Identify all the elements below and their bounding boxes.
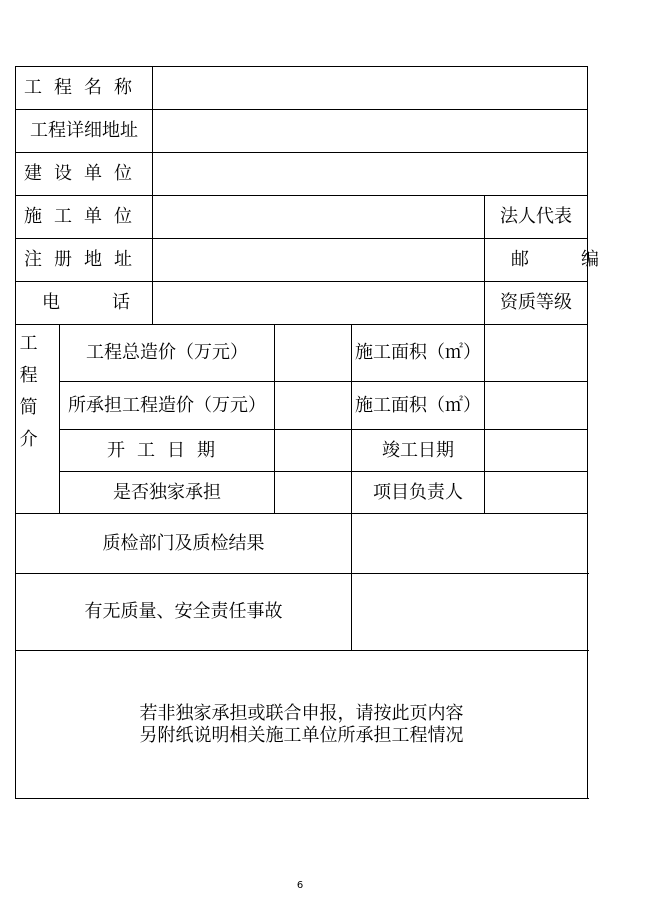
note-cell [16,651,588,799]
note-line-1: 若非独家承担或联合申报，请按此页内容 [139,702,464,724]
label-completion-date: 竣工日期 [352,430,485,472]
label-builder-unit: 建设单位 [16,153,153,196]
value-builder-unit[interactable] [153,153,588,196]
label-construction-unit: 施工单位 [16,196,153,239]
label-project-name: 工程名称 [16,67,153,110]
project-intro-text: 工程简介 [16,333,38,461]
note-line-2: 另附纸说明相关施工单位所承担工程情况 [139,724,464,746]
value-safety-accident[interactable] [352,574,588,651]
value-phone[interactable] [153,282,485,325]
label-safety-accident: 有无质量、安全责任事故 [16,574,352,651]
page-number: 6 [296,880,304,891]
label-construction-area: 施工面积（㎡） [352,325,485,382]
label-postcode: 邮编 [485,239,588,282]
value-exclusive[interactable] [275,472,352,514]
label-project-intro [16,325,60,514]
value-project-address[interactable] [153,110,588,153]
value-construction-area[interactable] [485,325,588,382]
project-info-form [15,66,651,799]
value-total-cost[interactable] [275,325,352,382]
label-legal-representative: 法人代表 [485,196,588,239]
label-project-address: 工程详细地址 [16,110,153,153]
value-project-name[interactable] [153,67,588,110]
value-construction-area-2[interactable] [485,382,588,430]
label-registered-address: 注册地址 [16,239,153,282]
label-total-cost: 工程总造价（万元） [60,325,275,382]
label-start-date: 开工日期 [60,430,275,472]
value-construction-unit[interactable] [153,196,485,239]
value-start-date[interactable] [275,430,352,472]
label-qualification-level: 资质等级 [485,282,588,325]
label-exclusive: 是否独家承担 [60,472,275,514]
value-quality-inspection[interactable] [352,514,588,574]
label-quality-inspection: 质检部门及质检结果 [16,514,352,574]
value-project-leader[interactable] [485,472,588,514]
label-construction-area-2: 施工面积（㎡） [352,382,485,430]
value-undertaken-cost[interactable] [275,382,352,430]
label-project-leader: 项目负责人 [352,472,485,514]
value-completion-date[interactable] [485,430,588,472]
label-phone: 电话 [16,282,153,325]
label-undertaken-cost: 所承担工程造价（万元） [60,382,275,430]
value-registered-address[interactable] [153,239,485,282]
